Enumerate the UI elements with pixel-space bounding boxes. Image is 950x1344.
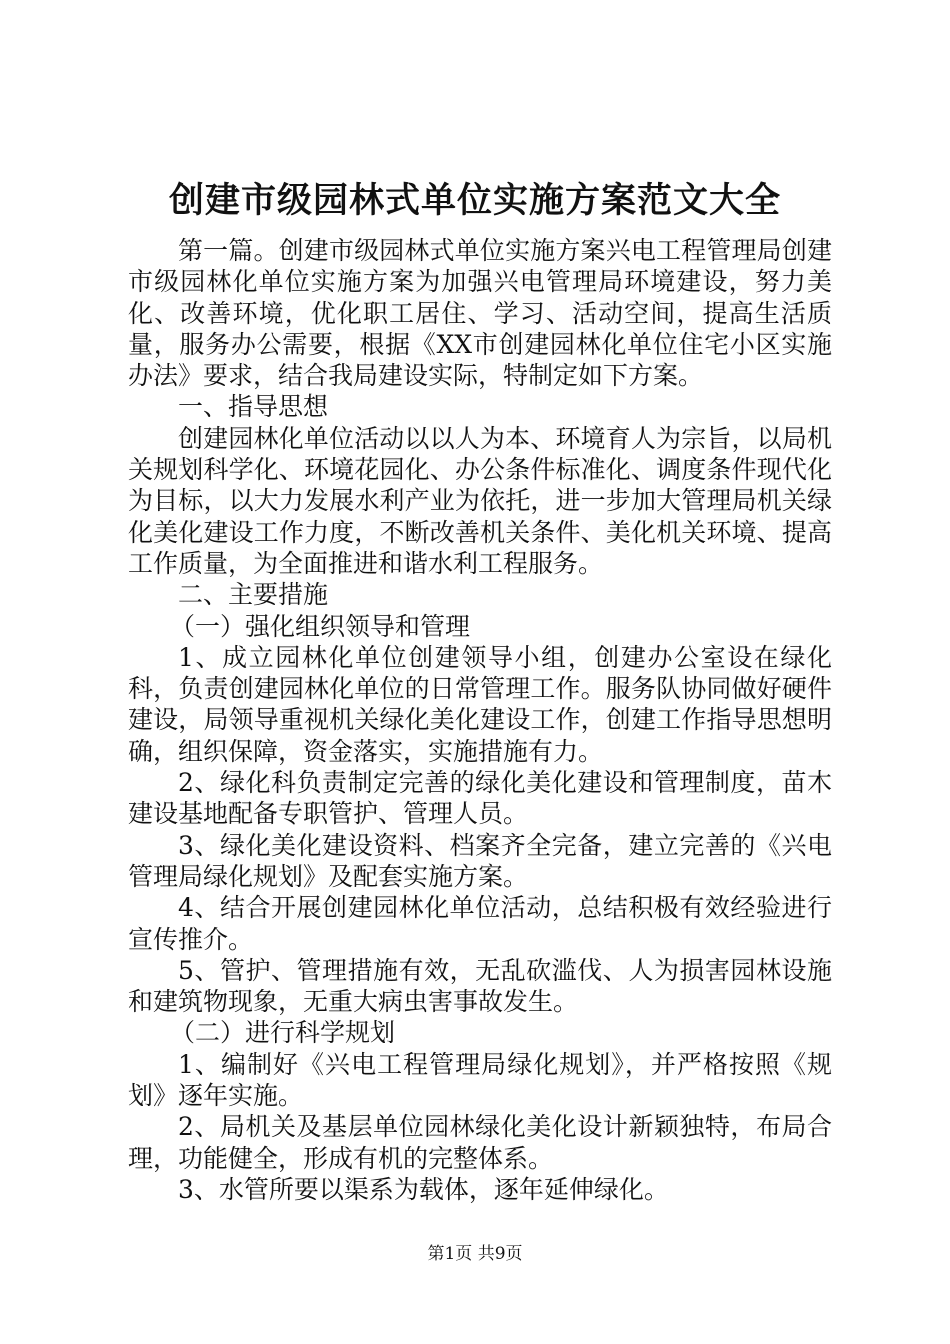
section-heading-main-measures: 二、主要措施 bbox=[178, 580, 329, 610]
paragraph-guiding-thought: 创建园林化单位活动以以人为本、环境育人为宗旨，以局机关规划科学化、环境花园化、办公条件标准化、调度条件现代化为目标，以大力发展水利产业为依托，进一步加大管理局机关绿化美化建设工作力度，不断改善机关条件、美化机关环境、提高工作质量，为全面推进和谐水利工程服务。 bbox=[128, 423, 832, 578]
paragraph-item-5: 5、管护、管理措施有效，无乱砍滥伐、人为损害园林设施和建筑物现象，无重大病虫害事故发生。 bbox=[128, 955, 832, 1017]
paragraph-item-3: 3、绿化美化建设资料、档案齐全完备，建立完善的《兴电管理局绿化规划》及配套实施方案。 bbox=[128, 830, 832, 891]
section-heading-guiding-thought: 一、指导思想 bbox=[178, 392, 329, 422]
paragraph-item-4: 4、结合开展创建园林化单位活动，总结积极有效经验进行宣传推介。 bbox=[128, 893, 832, 954]
paragraph-planning-1: 1、编制好《兴电工程管理局绿化规划》，并严格按照《规划》逐年实施。 bbox=[128, 1049, 832, 1111]
subsection-heading-organization: （一）强化组织领导和管理 bbox=[170, 611, 471, 641]
paragraph-planning-2: 2、局机关及基层单位园林绿化美化设计新颖独特，布局合理，功能健全，形成有机的完整体系。 bbox=[128, 1112, 832, 1173]
paragraph-item-1: 1、成立园林化单位创建领导小组，创建办公室设在绿化科，负责创建园林化单位的日常管理工作。服务队协同做好硬件建设，局领导重视机关绿化美化建设工作，创建工作指导思想明确，组织保障，资金落实，实施措施有力。 bbox=[128, 642, 832, 766]
paragraph-item-2: 2、绿化科负责制定完善的绿化美化建设和管理制度，苗木建设基地配备专职管护、管理人员。 bbox=[128, 768, 832, 829]
subsection-heading-planning: （二）进行科学规划 bbox=[170, 1018, 396, 1048]
document-title: 创建市级园林式单位实施方案范文大全 bbox=[168, 180, 781, 221]
paragraph-intro: 第一篇。创建市级园林式单位实施方案兴电工程管理局创建市级园林化单位实施方案为加强兴电管理局环境建设，努力美化、改善环境，优化职工居住、学习、活动空间，提高生活质量，服务办公需要，根据《XX市创建园林化单位住宅小区实施办法》要求，结合我局建设实际，特制定如下方案。 bbox=[128, 236, 832, 391]
paragraph-planning-3: 3、水管所要以渠系为载体，逐年延伸绿化。 bbox=[178, 1174, 669, 1204]
page-number-footer: 第1页 共9页 bbox=[427, 1244, 523, 1264]
document-body bbox=[128, 235, 832, 1205]
